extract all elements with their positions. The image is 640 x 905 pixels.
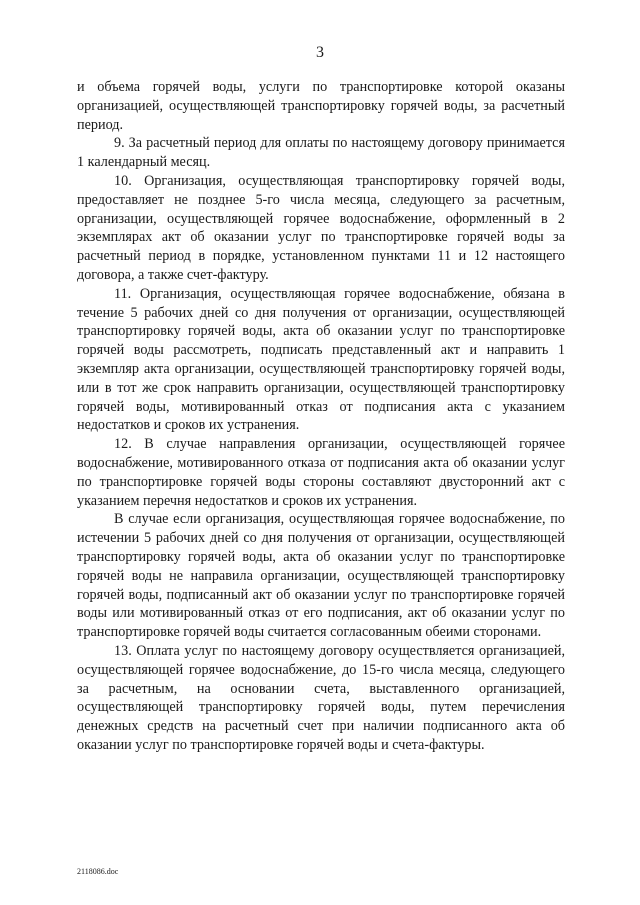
- paragraph-clause-10: 10. Организация, осуществляющая транспортировку горячей воды, предоставляет не позднее 5-го числа месяца, следующего за расчетным, организации, осуществляющей горячее водоснабжение, оформленный в 2 экземплярах акт об оказании услуг по транспортировке горячей воды за расчетный период в порядке, установленном пунктами 11 и 12 настоящего договора, а также счет-фактуру.: [77, 172, 565, 283]
- file-name-footer: 2118086.doc: [77, 867, 119, 876]
- paragraph-clause-12-continued: В случае если организация, осуществляющая горячее водоснабжение, по истечении 5 рабочих дней со дня получения от организации, осуществляющей транспортировку горячей воды, акта об оказании услуг по транспортировке горячей воды не направила организации, осуществляющей транспортировку горячей воды, подписанный акт об оказании услуг по транспортировке горячей воды или мотивированный отказ от его подписания, акт об оказании услуг по транспортировке горячей воды считается согласованным обеими сторонами.: [77, 511, 565, 641]
- paragraph-clause-11: 11. Организация, осуществляющая горячее водоснабжение, обязана в течение 5 рабочих дней со дня получения от организации, осуществляющей транспортировку горячей воды, акта об оказании услуг по транспортировке горячей воды рассмотреть, подписать представленный акт и направить 1 экземпляр акта организации, осуществляющей транспортировку горячей воды, или в тот же срок направить организации, осуществляющей транспортировку горячей воды, мотивированный отказ от подписания акта с указанием недостатков и сроков их устранения.: [77, 285, 565, 434]
- document-body: [77, 78, 565, 755]
- paragraph-continuation: и объема горячей воды, услуги по транспортировке которой оказаны организацией, осуществляющей транспортировку горячей воды, за расчетный период.: [77, 79, 565, 133]
- paragraph-clause-13: 13. Оплата услуг по настоящему договору осуществляется организацией, осуществляющей горячее водоснабжение, до 15-го числа месяца, следующего за расчетным, на основании счета, выставленного организацией, осуществляющей транспортировку горячей воды, путем перечисления денежных средств на расчетный счет при наличии подписанного акта об оказании услуг по транспортировке горячей воды и счета-фактуры.: [77, 642, 565, 753]
- page-number: 3: [316, 44, 324, 61]
- paragraph-clause-9: 9. За расчетный период для оплаты по настоящему договору принимается 1 календарный месяц.: [77, 135, 565, 171]
- paragraph-clause-12: 12. В случае направления организации, осуществляющей горячее водоснабжение, мотивированного отказа от подписания акта об оказании услуг по транспортировке горячей воды стороны составляют двусторонний акт с указанием перечня недостатков и сроков их устранения.: [77, 436, 565, 509]
